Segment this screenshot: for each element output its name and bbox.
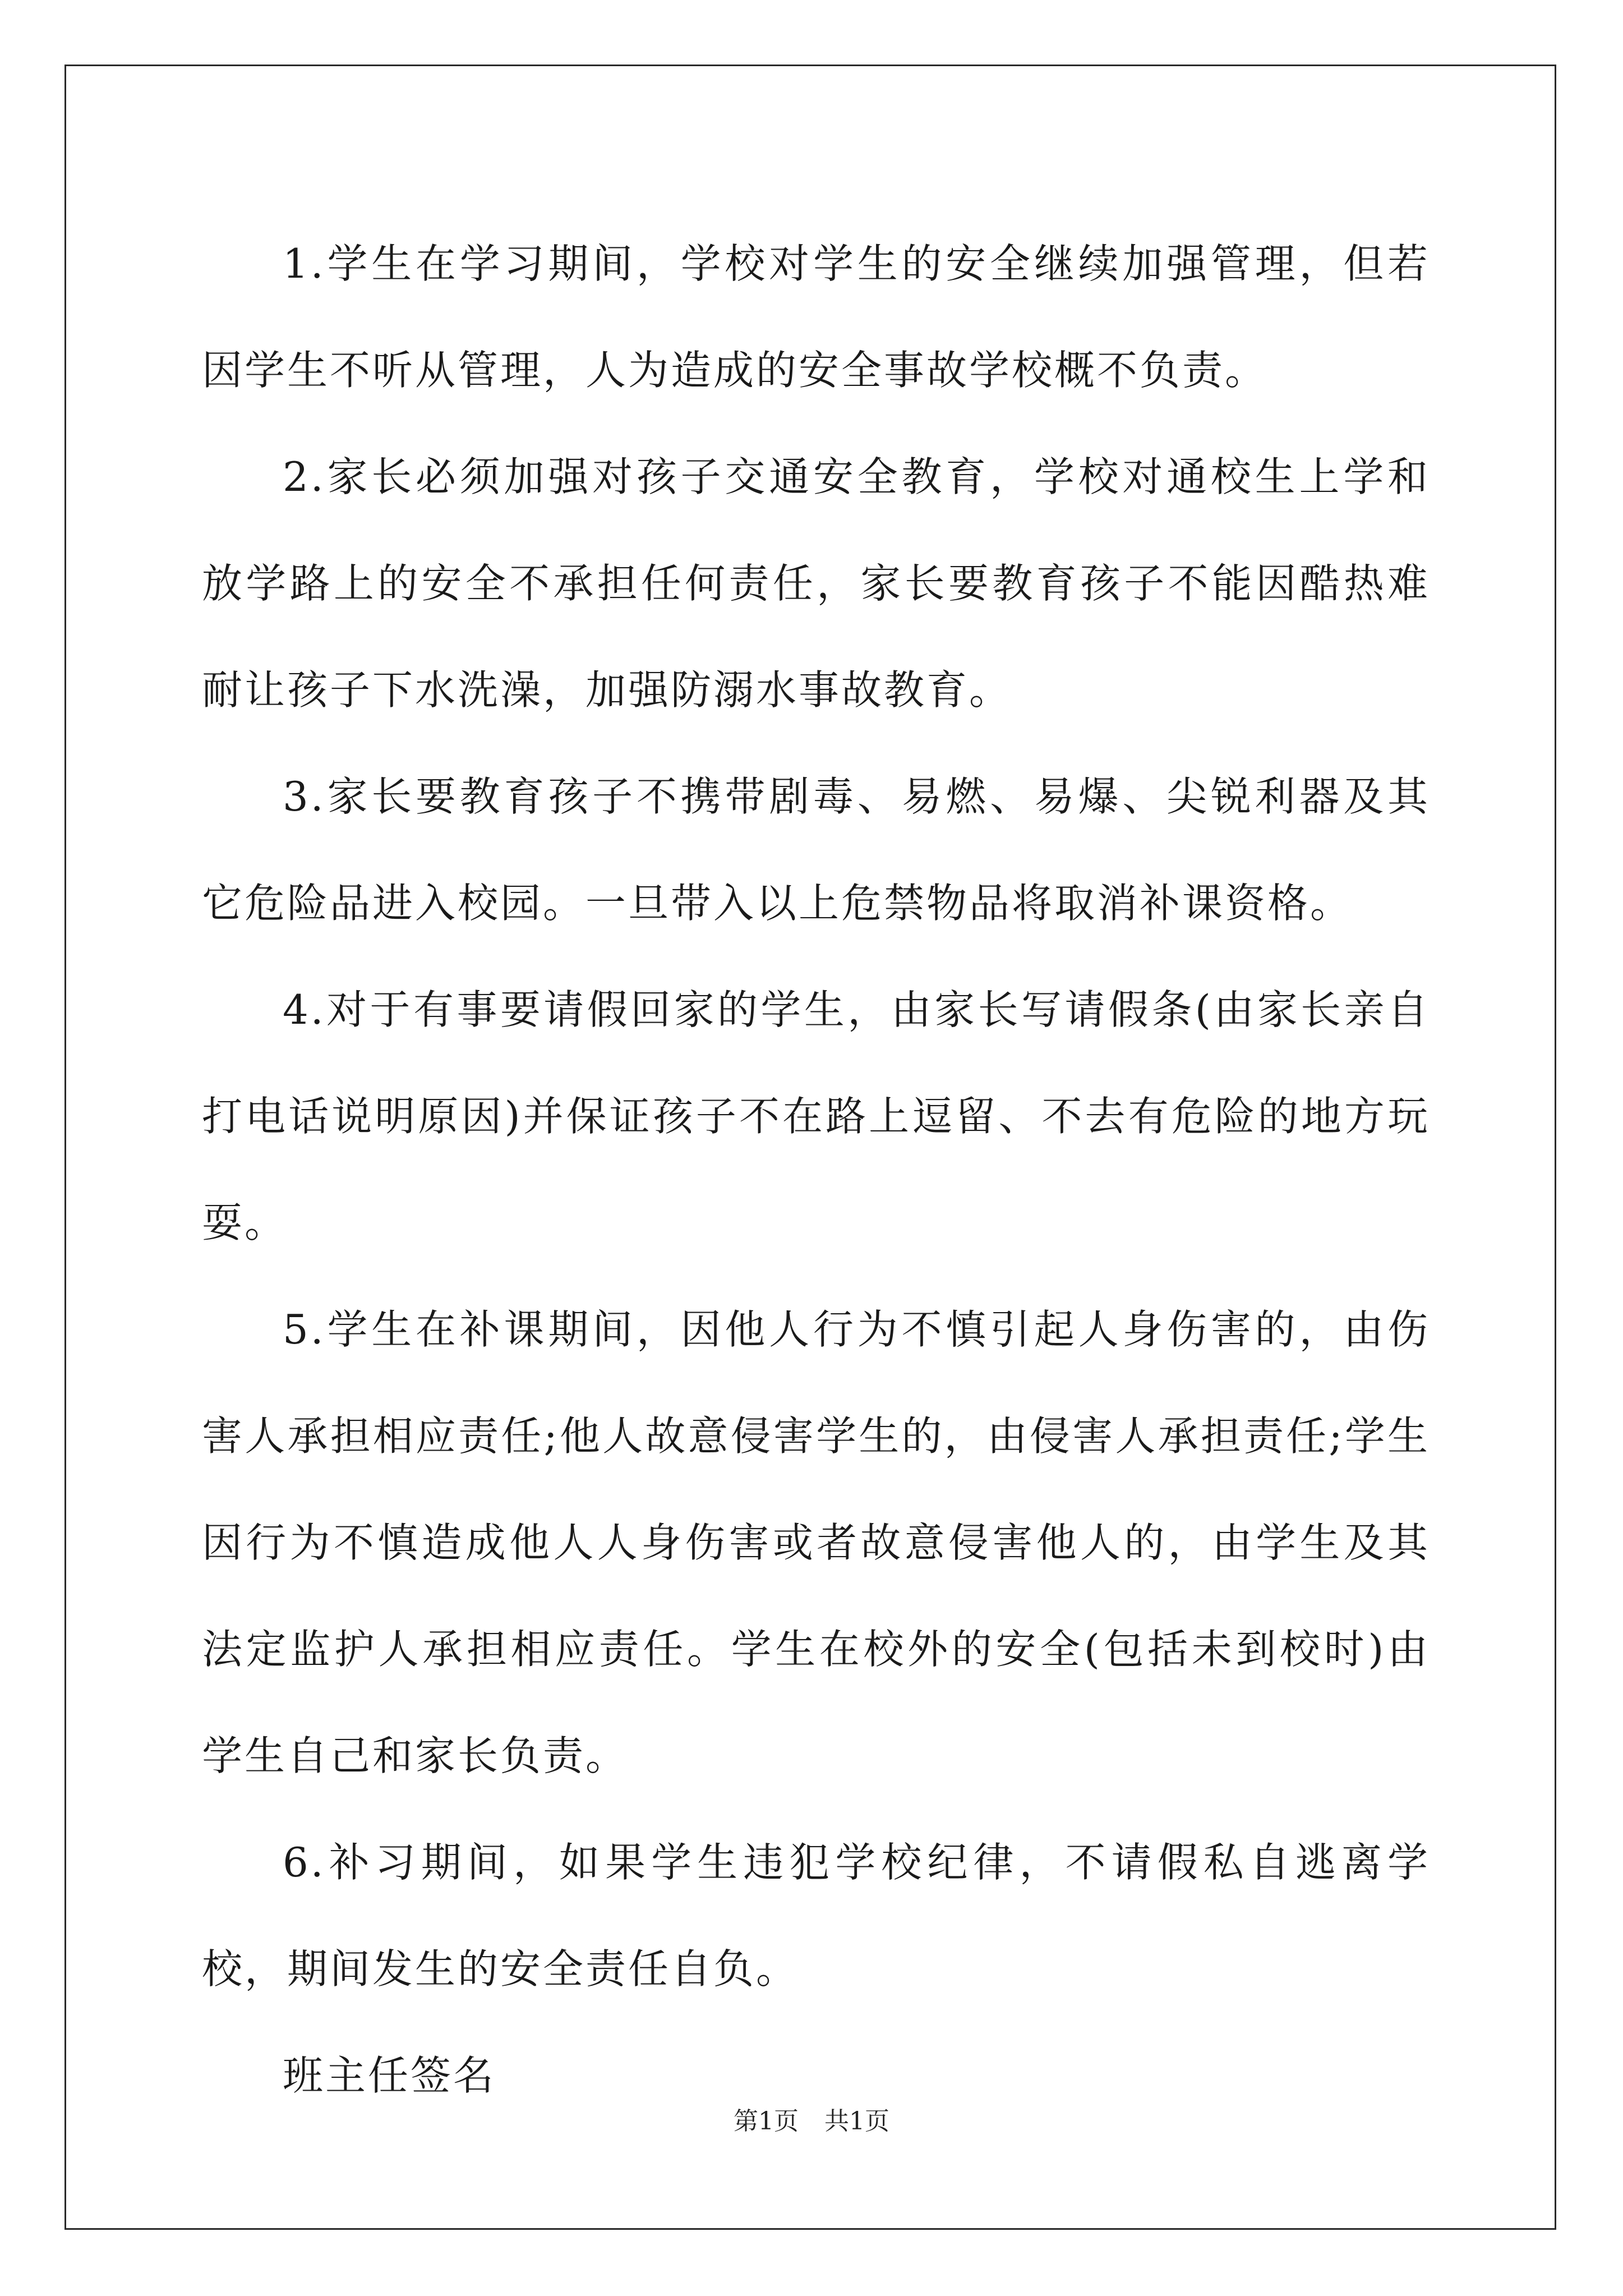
page-number-total: 共1页 xyxy=(824,2107,889,2136)
paragraph-2: 2.家长必须加强对孩子交通安全教育，学校对通校生上学和放学路上的安全不承担任何责任，家长要教育孩子不能因酷热难耐让孩子下水洗澡，加强防溺水事故教育。 xyxy=(202,453,1430,714)
paragraph-6: 6.补习期间，如果学生违犯学校纪律，不请假私自逃离学校，期间发生的安全责任自负。 xyxy=(202,1839,1430,1993)
document-body xyxy=(202,210,1430,2129)
paragraph-1: 1.学生在学习期间，学校对学生的安全继续加强管理，但若因学生不听从管理，人为造成的安全事故学校概不负责。 xyxy=(202,240,1430,394)
paragraph-5: 5.学生在补课期间，因他人行为不慎引起人身伤害的，由伤害人承担相应责任;他人故意侵害学生的，由侵害人承担责任;学生因行为不慎造成他人人身伤害或者故意侵害他人的，由学生及其法定监护人承担相应责任。学生在校外的安全(包括未到校时)由学生自己和家长负责。 xyxy=(202,1306,1430,1779)
signature-label: 班主任签名 xyxy=(283,2052,496,2099)
paragraph-3: 3.家长要教育孩子不携带剧毒、易燃、易爆、尖锐利器及其它危险品进入校园。一旦带入以上危禁物品将取消补课资格。 xyxy=(202,773,1430,927)
page-footer xyxy=(0,2101,1623,2137)
paragraph-4: 4.对于有事要请假回家的学生，由家长写请假条(由家长亲自打电话说明原因)并保证孩子不在路上逗留、不去有危险的地方玩耍。 xyxy=(202,986,1430,1246)
page-number-current: 第1页 xyxy=(734,2107,799,2136)
